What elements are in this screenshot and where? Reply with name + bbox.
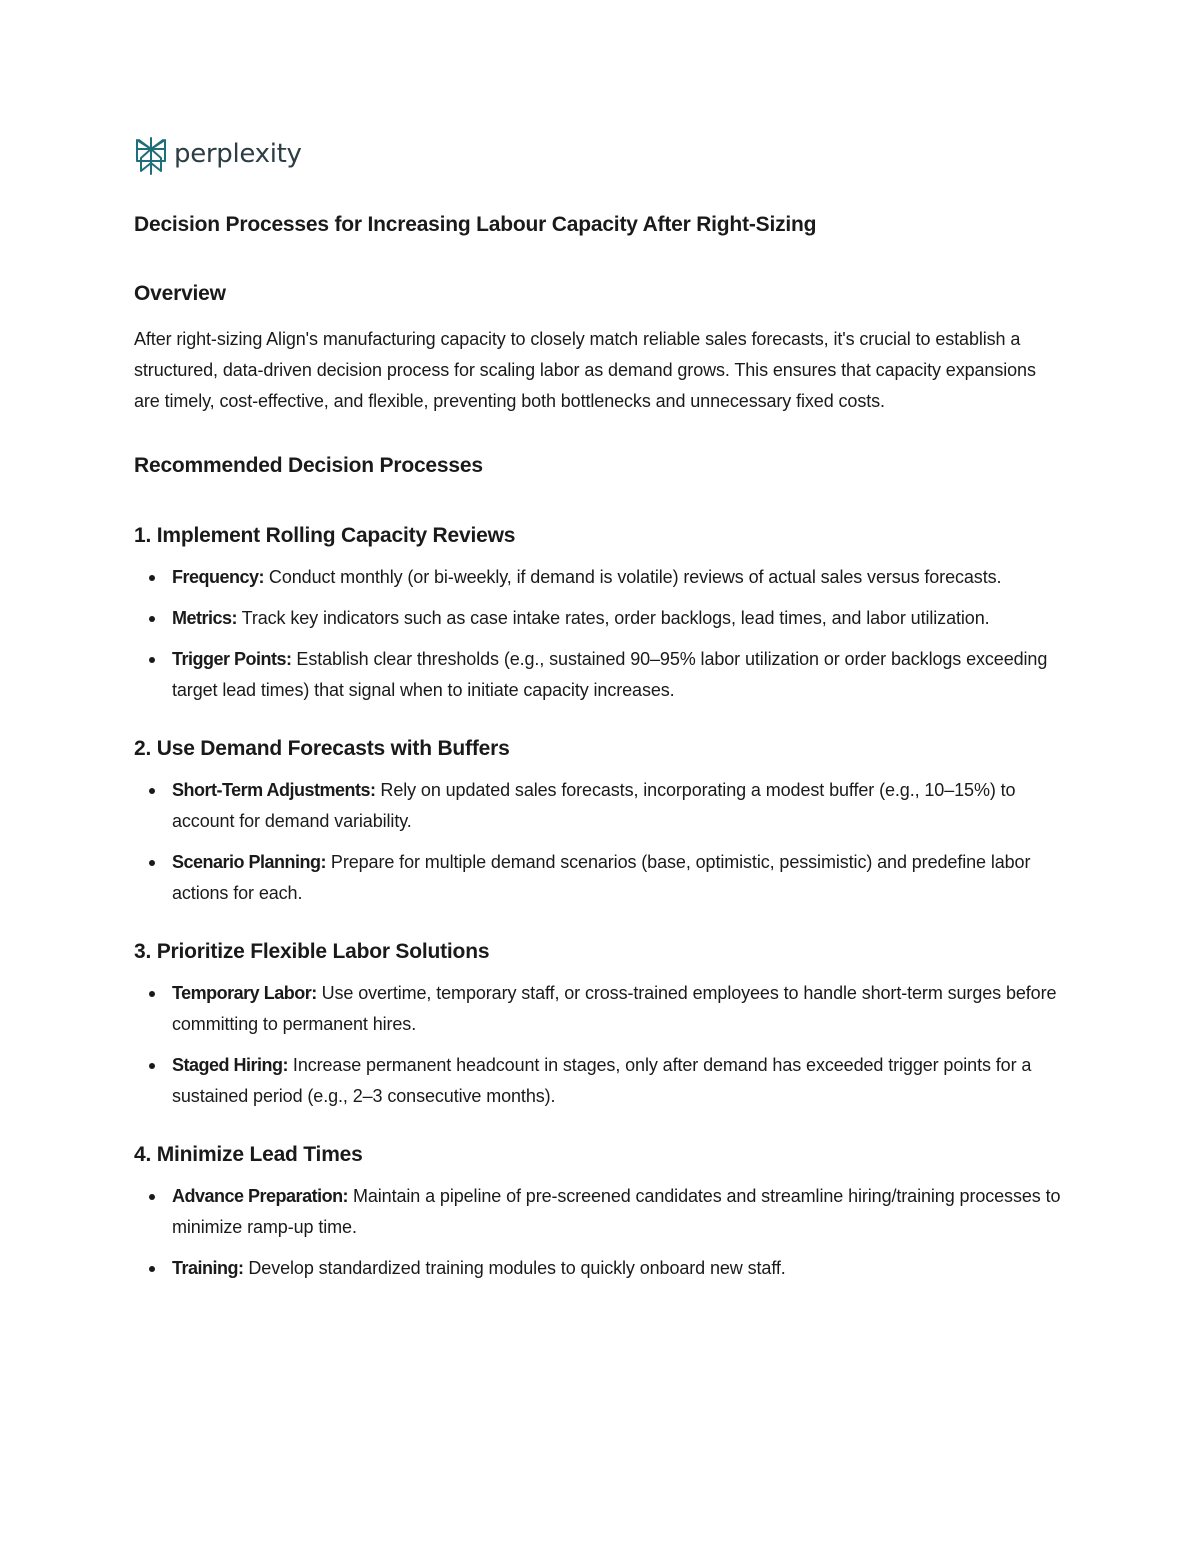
- list-item: [134, 603, 1064, 634]
- item-term: Advance Preparation:: [172, 1186, 349, 1207]
- item-text: Develop standardized training modules to quickly onboard new staff.: [243, 1258, 786, 1279]
- item-term: Staged Hiring:: [172, 1055, 289, 1076]
- item-term: Trigger Points:: [172, 648, 292, 669]
- list-item: [134, 847, 1064, 909]
- item-term: Metrics:: [172, 607, 238, 628]
- item-term: Short-Term Adjustments:: [172, 779, 376, 800]
- item-text: Increase permanent headcount in stages, only after demand has exceeded trigger points for a sustained period (e.g., 2–3 consecutive months).: [172, 1055, 1032, 1107]
- list-item: [134, 644, 1064, 706]
- section-heading: 4. Minimize Lead Times: [134, 1143, 363, 1167]
- section-heading: 3. Prioritize Flexible Labor Solutions: [134, 939, 490, 963]
- bullet-icon: [149, 616, 155, 622]
- bullet-icon: [149, 1194, 155, 1200]
- overview-text: After right-sizing Align's manufacturing capacity to closely match reliable sales forecasts, it's crucial to establish a structured, data-driven decision process for scaling labor as demand grows. This ensures that capacity expansions are timely, cost-effective, and flexible, preventing both bottlenecks and unnecessary fixed costs.: [134, 329, 1036, 412]
- overview-heading: Overview: [134, 282, 226, 306]
- bullet-icon: [149, 1266, 155, 1272]
- brand-header: [134, 134, 1064, 178]
- item-text: Maintain a pipeline of pre-screened candidates and streamline hiring/training processes to minimize ramp-up time.: [172, 1186, 1061, 1238]
- list-item: [134, 562, 1064, 593]
- item-term: Training:: [172, 1258, 244, 1279]
- document-page: [134, 134, 1064, 1314]
- item-term: Temporary Labor:: [172, 983, 317, 1004]
- item-text: Rely on updated sales forecasts, incorporating a modest buffer (e.g., 10–15%) to account for demand variability.: [172, 779, 1016, 831]
- bullet-icon: [149, 991, 155, 997]
- item-term: Frequency:: [172, 566, 265, 587]
- bullet-list: [134, 978, 1064, 1112]
- recommended-heading: Recommended Decision Processes: [134, 454, 483, 478]
- list-item: [134, 1253, 1064, 1284]
- bullet-list: [134, 1181, 1064, 1284]
- perplexity-logo-icon: [134, 136, 168, 176]
- section-heading: 1. Implement Rolling Capacity Reviews: [134, 523, 516, 547]
- item-text: Track key indicators such as case intake rates, order backlogs, lead times, and labor utilization.: [237, 607, 990, 628]
- bullet-icon: [149, 788, 155, 794]
- bullet-list: [134, 562, 1064, 706]
- bullet-icon: [149, 575, 155, 581]
- list-item: [134, 1181, 1064, 1243]
- list-item: [134, 1050, 1064, 1112]
- bullet-icon: [149, 657, 155, 663]
- bullet-icon: [149, 860, 155, 866]
- item-text: Prepare for multiple demand scenarios (base, optimistic, pessimistic) and predefine labor actions for each.: [172, 851, 1031, 903]
- list-item: [134, 978, 1064, 1040]
- list-item: [134, 775, 1064, 837]
- bullet-icon: [149, 1063, 155, 1069]
- brand-name: perplexity: [174, 139, 302, 169]
- section-heading: 2. Use Demand Forecasts with Buffers: [134, 736, 510, 760]
- item-text: Conduct monthly (or bi-weekly, if demand is volatile) reviews of actual sales versus forecasts.: [264, 566, 1002, 587]
- bullet-list: [134, 775, 1064, 909]
- item-text: Establish clear thresholds (e.g., sustained 90–95% labor utilization or order backlogs exceeding target lead times) that signal when to initiate capacity increases.: [172, 648, 1048, 700]
- document-title: Decision Processes for Increasing Labour Capacity After Right-Sizing: [134, 213, 817, 236]
- item-term: Scenario Planning:: [172, 851, 327, 872]
- item-text: Use overtime, temporary staff, or cross-trained employees to handle short-term surges before committing to permanent hires.: [172, 983, 1057, 1035]
